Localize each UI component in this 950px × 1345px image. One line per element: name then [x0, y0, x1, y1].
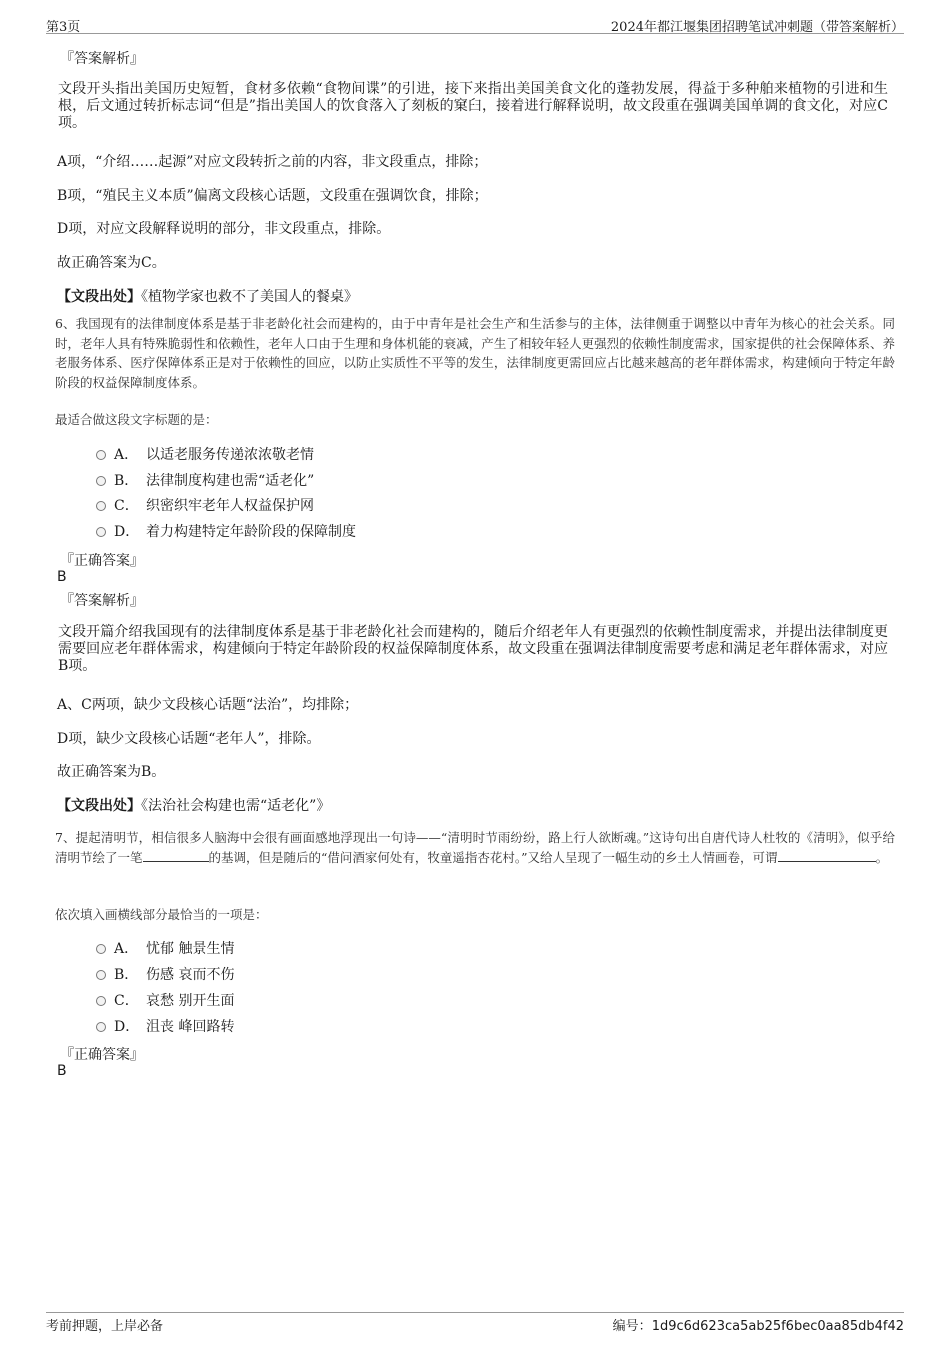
radio-icon[interactable] — [96, 996, 106, 1006]
q5-source-label: 【文段出处】 — [57, 289, 141, 305]
q6-conclusion: 故正确答案为B。 — [57, 764, 166, 780]
q7-answer: B — [57, 1063, 67, 1079]
page-header — [46, 14, 904, 34]
blank-1 — [143, 850, 209, 862]
document-title: 2024年都江堰集团招聘笔试冲刺题（带答案解析） — [610, 20, 904, 35]
radio-icon[interactable] — [96, 501, 106, 511]
q6-source-label: 【文段出处】 — [57, 798, 141, 814]
q6-question-text: 6、我国现有的法律制度体系是基于非老龄化社会而建构的，由于中青年是社会生产和生活参与的主体，法律侧重于调整以中青年为核心的社会关系。同时，老年人具有特殊脆弱性和依赖性，老年人口由于生理和身体机能的衰减，产生了相较年轻人更强烈的依赖性制度需求，国家提供的社会保障体系、养老服务体系、医疗保障体系正是对于依赖性的回应，以防止实质性不平等的发生，法律制度更需回应占比越来越高的老年群体需求，构建倾向于特定年龄阶段的权益保障制度体系。 — [55, 316, 895, 390]
q6-answer: B — [57, 569, 67, 585]
radio-icon[interactable] — [96, 1022, 106, 1032]
page-number: 第3页 — [46, 20, 81, 35]
q7-answer-label: 『正确答案』 — [60, 1047, 144, 1063]
page-footer — [46, 1312, 904, 1336]
q6-answer-label: 『正确答案』 — [60, 553, 144, 569]
footer-code-value: 1d9c6d623ca5ab25f6bec0aa85db4f42 — [651, 1319, 904, 1334]
q6-analysis-label: 『答案解析』 — [60, 593, 144, 609]
q7-prompt: 依次填入画横线部分最恰当的一项是： — [55, 907, 268, 922]
footer-code-label: 编号： — [612, 1319, 652, 1334]
blank-2 — [778, 850, 876, 862]
footer-slogan: 考前押题，上岸必备 — [46, 1319, 164, 1334]
q6-prompt: 最适合做这段文字标题的是： — [55, 412, 218, 427]
radio-icon[interactable] — [96, 970, 106, 980]
radio-icon[interactable] — [96, 527, 106, 537]
q5-analysis-text: 文段开头指出美国历史短暂，食材多依赖“食物间谍”的引进，接下来指出美国美食文化的蓬勃发展，得益于多种舶来植物的引进和生根，后文通过转折标志词“但是”指出美国人的饮食落入了刻板的窠臼，接着进行解释说明，故文段重在强调美国单调的食文化，对应C项。 — [58, 81, 888, 131]
radio-icon[interactable] — [96, 944, 106, 954]
q5-line-d: D项，对应文段解释说明的部分，非文段重点，排除。 — [57, 221, 391, 237]
radio-icon[interactable] — [96, 476, 106, 486]
q6-source-title: 《法治社会构建也需“适老化”》 — [141, 798, 331, 814]
q5-conclusion: 故正确答案为C。 — [57, 255, 166, 271]
q6-analysis-text: 文段开篇介绍我国现有的法律制度体系是基于非老龄化社会而建构的，随后介绍老年人有更强烈的依赖性制度需求，并提出法律制度更需要回应老年群体需求，构建倾向于特定年龄阶段的权益保障制度体系，故文段重在强调法律制度需要考虑和满足老年群体需求，对应B项。 — [58, 624, 888, 674]
q6-line-d: D项，缺少文段核心话题“老年人”，排除。 — [57, 731, 321, 747]
q5-source-title: 《植物学家也救不了美国人的餐桌》 — [141, 289, 358, 305]
q6-source — [57, 795, 330, 815]
q5-line-b: B项，“殖民主义本质”偏离文段核心话题，文段重在强调饮食，排除； — [57, 188, 488, 204]
q7-question-text: 7、提起清明节，相信很多人脑海中会很有画面感地浮现出一句诗——“清明时节雨纷纷，路上行人欲断魂。”这诗句出自唐代诗人杜牧的《清明》，似乎给清明节绘了一笔 的基调，但是随后的“借问酒家何处有，牧童遥指杏花村。”又给人呈现了一幅生动的乡土人情画卷，可谓 。 — [55, 830, 895, 865]
radio-icon[interactable] — [96, 450, 106, 460]
footer-code — [613, 1315, 904, 1334]
q6-line-ac: A、C两项，缺少文段核心话题“法治”，均排除； — [57, 697, 359, 713]
q5-source — [57, 286, 358, 306]
q5-line-a: A项，“介绍……起源”对应文段转折之前的内容，非文段重点，排除； — [57, 154, 488, 170]
q5-analysis-label: 『答案解析』 — [60, 51, 144, 67]
